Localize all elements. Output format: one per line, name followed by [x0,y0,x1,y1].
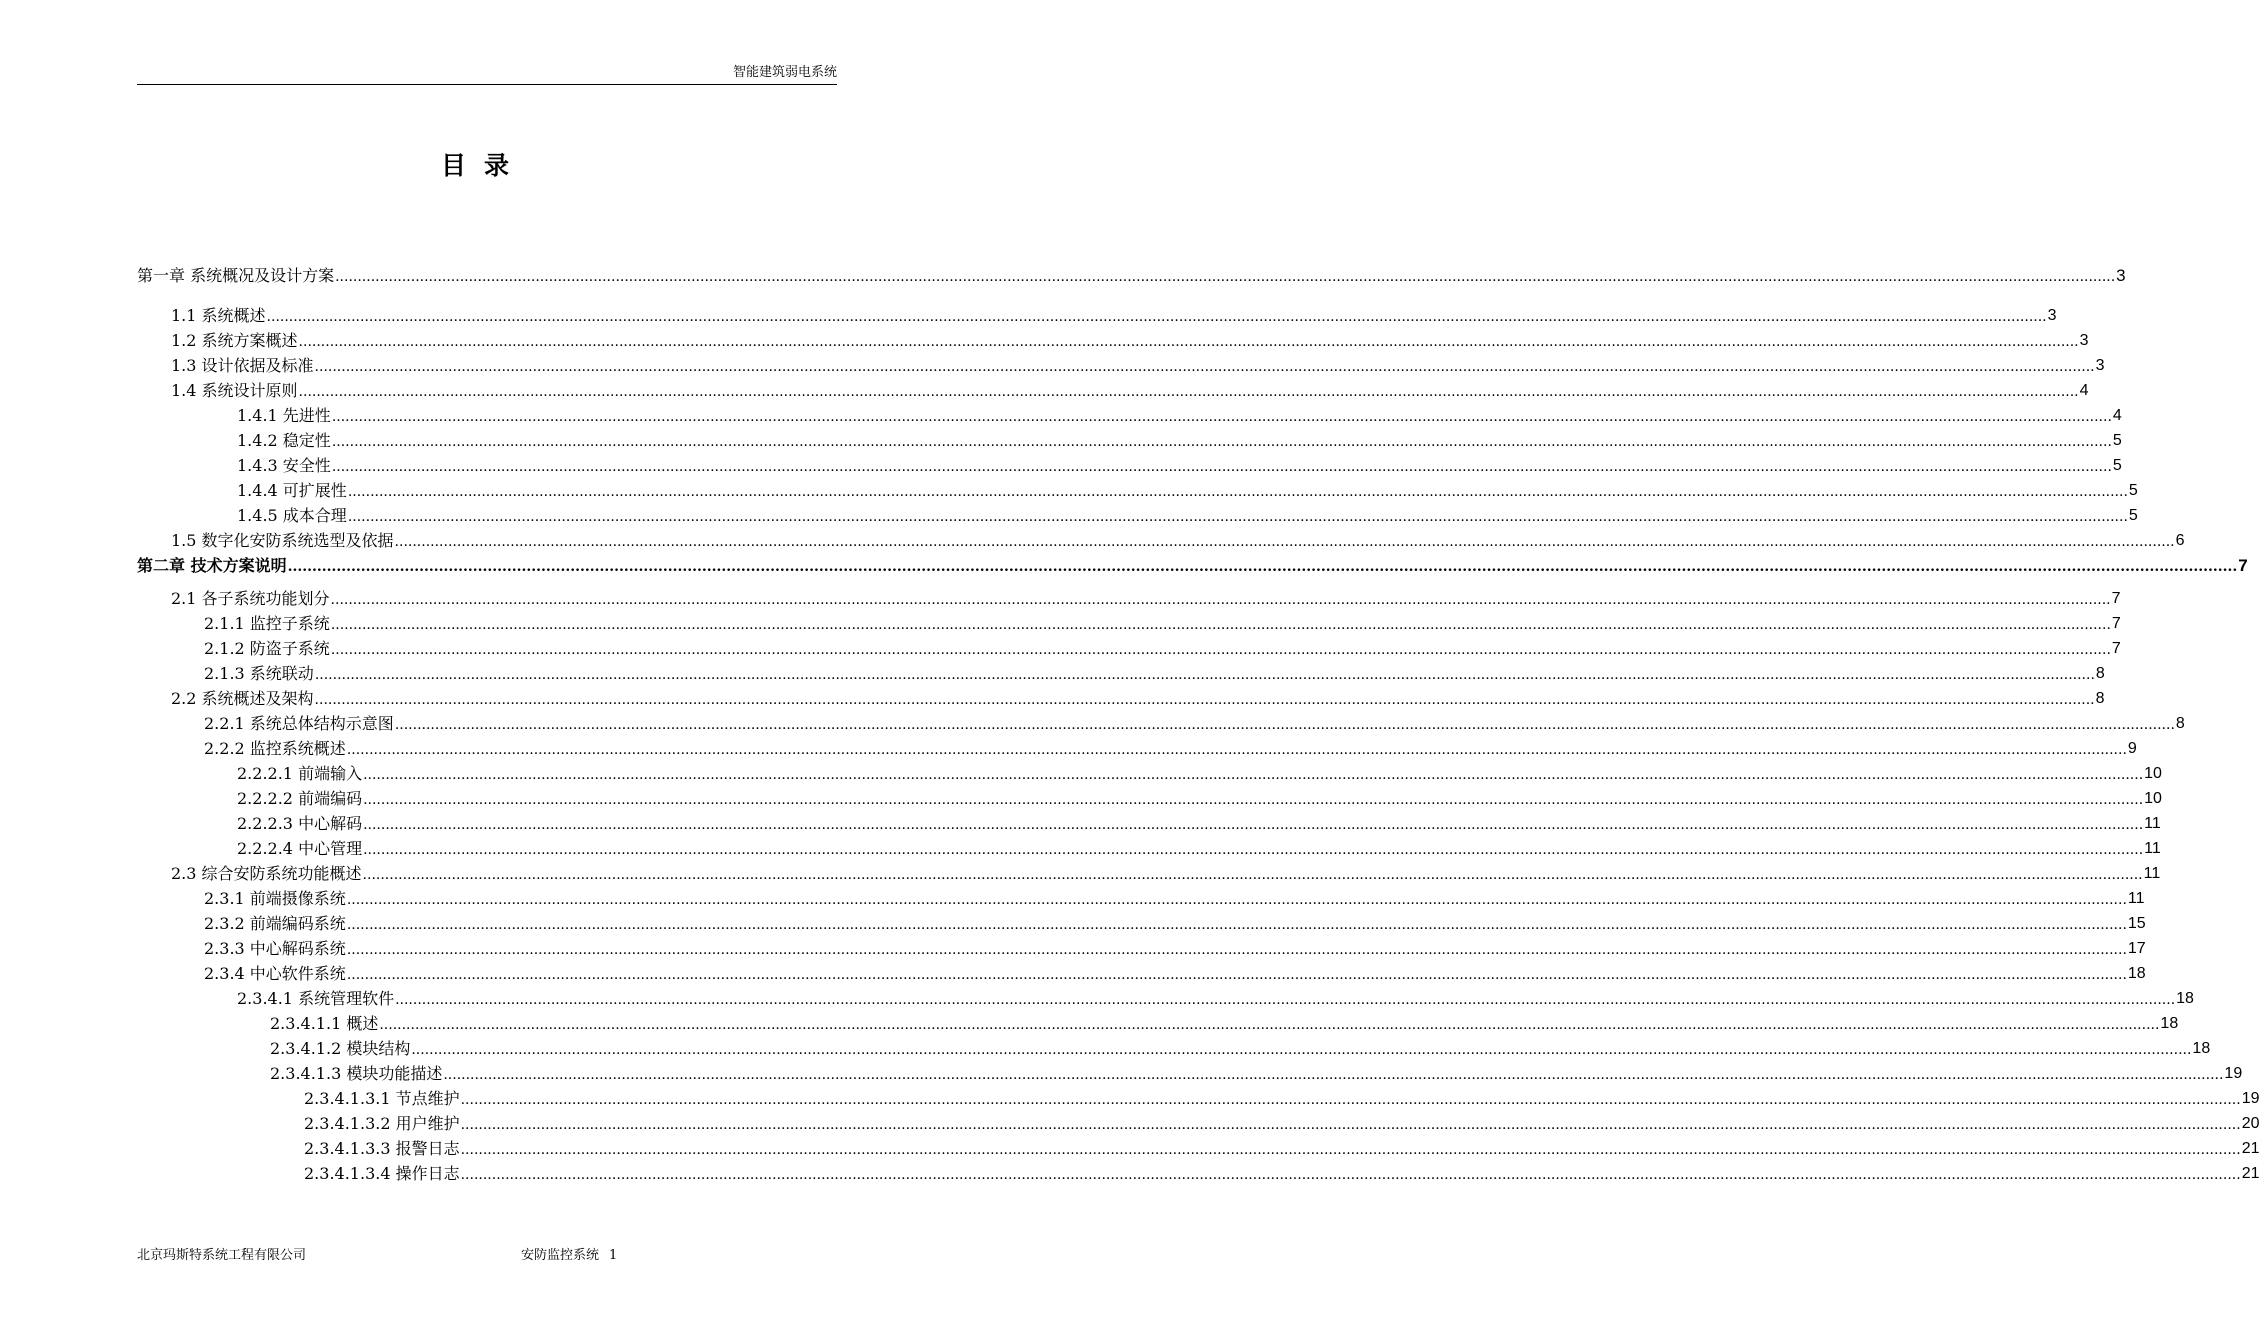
footer-company: 北京玛斯特系统工程有限公司 [137,1248,307,1263]
toc-leader-dots: ................................................................................................................................................................................................................................................................................................................................................................................................................ [394,534,2175,550]
toc-entry-page: 3 [2079,332,2089,349]
toc-entry-label: 2.2.1 系统总体结构示意图 [204,714,394,733]
toc-leader-dots: ................................................................................................................................................................................................................................................................................................................................................................................................................ [314,359,2095,375]
toc-entry-page: 10 [2144,790,2162,807]
toc-entry-page: 8 [2095,665,2105,682]
toc-leader-dots: ................................................................................................................................................................................................................................................................................................................................................................................................................ [443,1067,2224,1083]
toc-leader-dots: ................................................................................................................................................................................................................................................................................................................................................................................................................ [298,384,2079,400]
toc-entry[interactable] [204,735,2137,759]
toc-entry-label: 2.2.2.1 前端输入 [237,764,363,783]
toc-entry-page: 8 [2095,690,2105,707]
toc-entry[interactable] [171,302,2057,326]
toc-entry-page: 5 [2112,432,2122,449]
toc-entry-page: 18 [2160,1015,2179,1032]
toc-leader-dots: ................................................................................................................................................................................................................................................................................................................................................................................................................ [379,1017,2160,1033]
toc-entry-label: 1.4 系统设计原则 [171,381,298,400]
toc-entry-page: 20 [2241,1115,2259,1132]
toc-entry[interactable] [204,710,2185,734]
toc-entry[interactable] [237,835,2161,859]
toc-entry-label: 2.3.4.1.3.2 用户维护 [304,1114,460,1133]
toc-entry-page: 5 [2128,507,2138,524]
toc-entry-page: 17 [2127,940,2146,957]
toc-entry[interactable] [237,785,2162,809]
toc-leader-dots: ................................................................................................................................................................................................................................................................................................................................................................................................................ [411,1042,2192,1058]
toc-entry[interactable] [237,402,2122,426]
toc-entry-page: 7 [2111,615,2121,632]
toc-leader-dots: ................................................................................................................................................................................................................................................................................................................................................................................................................ [298,334,2079,350]
toc-leader-dots: ................................................................................................................................................................................................................................................................................................................................................................................................................ [347,484,2128,500]
toc-entry-page: 19 [2241,1090,2259,1107]
toc-leader-dots: ................................................................................................................................................................................................................................................................................................................................................................................................................ [331,459,2112,475]
toc-entry-page: 7 [2111,640,2121,657]
toc-entry-label: 第一章 系统概况及设计方案 [137,266,335,285]
toc-entry-label: 2.1.2 防盗子系统 [204,639,330,658]
toc-leader-dots: ................................................................................................................................................................................................................................................................................................................................................................................................................ [330,592,2111,608]
toc-entry[interactable] [204,660,2105,684]
toc-entry-page: 5 [2112,457,2122,474]
toc-entry-page: 4 [2079,382,2089,399]
toc-entry[interactable] [137,262,2126,286]
toc-entry-label: 2.3.4.1.1 概述 [270,1014,379,1033]
footer-page-number: 1 [609,1248,618,1263]
toc-entry[interactable] [171,327,2089,351]
toc-entry[interactable] [204,885,2145,909]
toc-entry[interactable] [171,527,2185,551]
page-header: 智能建筑弱电系统 [732,65,837,80]
toc-entry-label: 1.4.1 先进性 [237,406,331,425]
toc-entry-page: 21 [2241,1165,2259,1182]
toc-entry-label: 2.2.2.3 中心解码 [237,814,363,833]
toc-entry-label: 2.3 综合安防系统功能概述 [171,864,362,883]
toc-entry-label: 1.4.2 稳定性 [237,431,331,450]
toc-entry[interactable] [270,1035,2211,1059]
toc-entry-label: 2.3.2 前端编码系统 [204,914,346,933]
toc-entry-label: 1.4.5 成本合理 [237,506,347,525]
toc-entry[interactable] [204,635,2121,659]
toc-entry[interactable] [171,352,2105,376]
toc-leader-dots: ................................................................................................................................................................................................................................................................................................................................................................................................................ [266,309,2047,325]
toc-entry-page: 4 [2112,407,2122,424]
toc-entry[interactable] [204,935,2146,959]
toc-entry-page: 11 [2144,815,2161,832]
toc-entry[interactable] [171,685,2105,709]
toc-entry-page: 11 [2127,890,2145,907]
toc-entry-label: 2.1 各子系统功能划分 [171,589,330,608]
toc-leader-dots: ................................................................................................................................................................................................................................................................................................................................................................................................................ [363,767,2144,783]
toc-entry-label: 1.4.3 安全性 [237,456,331,475]
toc-entry-label: 1.4.4 可扩展性 [237,481,347,500]
toc-entry-label: 2.1.3 系统联动 [204,664,314,683]
toc-entry[interactable] [171,377,2089,401]
toc-entry-label: 2.2.2.4 中心管理 [237,839,363,858]
toc-leader-dots: ................................................................................................................................................................................................................................................................................................................................................................................................................ [335,269,2116,285]
toc-entry[interactable] [237,502,2138,526]
toc-entry-label: 2.3.1 前端摄像系统 [204,889,346,908]
toc-entry-label: 1.1 系统概述 [171,306,266,325]
toc-entry-page: 3 [2095,357,2105,374]
toc-entry-page: 6 [2175,532,2185,549]
toc-leader-dots: ................................................................................................................................................................................................................................................................................................................................................................................................................ [395,992,2176,1008]
toc-entry-page: 11 [2144,840,2161,857]
toc-entry[interactable] [171,585,2121,609]
toc-entry-label: 第二章 技术方案说明 [137,556,287,575]
toc-entry[interactable] [237,427,2122,451]
toc-leader-dots: ................................................................................................................................................................................................................................................................................................................................................................................................................ [314,692,2095,708]
toc-entry-page: 11 [2143,865,2161,882]
toc-entry-page: 18 [2127,965,2146,982]
toc-entry-label: 2.3.3 中心解码系统 [204,939,346,958]
toc-entry[interactable] [204,610,2121,634]
toc-leader-dots: ................................................................................................................................................................................................................................................................................................................................................................................................................ [460,1117,2241,1133]
toc-leader-dots: ................................................................................................................................................................................................................................................................................................................................................................................................................ [460,1167,2241,1183]
toc-entry-label: 2.3.4.1 系统管理软件 [237,989,395,1008]
toc-leader-dots: ................................................................................................................................................................................................................................................................................................................................................................................................................ [331,434,2112,450]
toc-entry[interactable] [304,1135,2259,1159]
toc-leader-dots: ................................................................................................................................................................................................................................................................................................................................................................................................................ [346,892,2127,908]
toc-leader-dots: ................................................................................................................................................................................................................................................................................................................................................................................................................ [331,409,2112,425]
toc-entry-label: 2.3.4.1.3.1 节点维护 [304,1089,460,1108]
toc-entry-page: 9 [2127,740,2137,757]
toc-entry-label: 2.3.4.1.2 模块结构 [270,1039,411,1058]
toc-entry-label: 2.3.4.1.3.3 报警日志 [304,1139,460,1158]
toc-entry-page: 3 [2047,307,2057,324]
toc-entry-label: 2.3.4 中心软件系统 [204,964,346,983]
toc-entry-page: 7 [2111,590,2121,607]
toc-entry[interactable] [204,960,2146,984]
toc-leader-dots: ................................................................................................................................................................................................................................................................................................................................................................................................................ [347,509,2128,525]
toc-entry[interactable] [171,860,2161,884]
toc-leader-dots: ................................................................................................................................................................................................................................................................................................................................................................................................................ [363,792,2144,808]
toc-entry-label: 2.3.4.1.3 模块功能描述 [270,1064,443,1083]
toc-entry-label: 2.2 系统概述及架构 [171,689,314,708]
toc-entry-label: 2.3.4.1.3.4 操作日志 [304,1164,460,1183]
toc-entry-label: 2.2.2.2 前端编码 [237,789,363,808]
toc-leader-dots: ................................................................................................................................................................................................................................................................................................................................................................................................................ [287,559,2238,575]
footer-system [521,1247,617,1265]
toc-leader-dots: ................................................................................................................................................................................................................................................................................................................................................................................................................ [346,942,2127,958]
header-divider [137,84,837,85]
toc-leader-dots: ................................................................................................................................................................................................................................................................................................................................................................................................................ [460,1092,2241,1108]
toc-entry-page: 10 [2144,765,2162,782]
toc-leader-dots: ................................................................................................................................................................................................................................................................................................................................................................................................................ [394,717,2175,733]
toc-entry-page: 18 [2176,990,2194,1007]
toc-entry[interactable] [237,477,2138,501]
toc-entry[interactable] [304,1160,2259,1184]
toc-entry[interactable] [304,1110,2259,1134]
toc-leader-dots: ................................................................................................................................................................................................................................................................................................................................................................................................................ [363,842,2144,858]
toc-entry-page: 8 [2175,715,2185,732]
toc-leader-dots: ................................................................................................................................................................................................................................................................................................................................................................................................................ [362,867,2143,883]
toc-entry-page: 18 [2192,1040,2211,1057]
toc-entry-label: 1.2 系统方案概述 [171,331,298,350]
toc-leader-dots: ................................................................................................................................................................................................................................................................................................................................................................................................................ [346,742,2127,758]
toc-entry[interactable] [237,452,2122,476]
toc-leader-dots: ................................................................................................................................................................................................................................................................................................................................................................................................................ [330,642,2111,658]
toc-leader-dots: ................................................................................................................................................................................................................................................................................................................................................................................................................ [363,817,2144,833]
toc-entry-label: 1.5 数字化安防系统选型及依据 [171,531,394,550]
page-title: 目录 [440,151,527,180]
toc-entry-page: 5 [2128,482,2138,499]
toc-leader-dots: ................................................................................................................................................................................................................................................................................................................................................................................................................ [346,967,2127,983]
toc-entry-page: 15 [2127,915,2146,932]
toc-entry-page: 3 [2116,266,2126,285]
toc-leader-dots: ................................................................................................................................................................................................................................................................................................................................................................................................................ [330,617,2111,633]
toc-entry[interactable] [204,910,2146,934]
toc-entry-label: 2.2.2 监控系统概述 [204,739,346,758]
footer-system-name: 安防监控系统 [521,1248,600,1263]
toc-entry[interactable] [270,1010,2179,1034]
toc-entry[interactable] [304,1085,2259,1109]
toc-entry[interactable] [137,552,2248,576]
toc-entry[interactable] [270,1060,2243,1084]
toc-entry-label: 2.1.1 监控子系统 [204,614,330,633]
toc-entry[interactable] [237,985,2194,1009]
toc-leader-dots: ................................................................................................................................................................................................................................................................................................................................................................................................................ [460,1142,2241,1158]
toc-entry-page: 7 [2238,556,2248,575]
toc-entry[interactable] [237,760,2162,784]
toc-leader-dots: ................................................................................................................................................................................................................................................................................................................................................................................................................ [314,667,2095,683]
toc-entry[interactable] [237,810,2161,834]
toc-entry-page: 19 [2224,1065,2243,1082]
toc-leader-dots: ................................................................................................................................................................................................................................................................................................................................................................................................................ [346,917,2127,933]
toc-entry-label: 1.3 设计依据及标准 [171,356,314,375]
toc-entry-page: 21 [2241,1140,2259,1157]
